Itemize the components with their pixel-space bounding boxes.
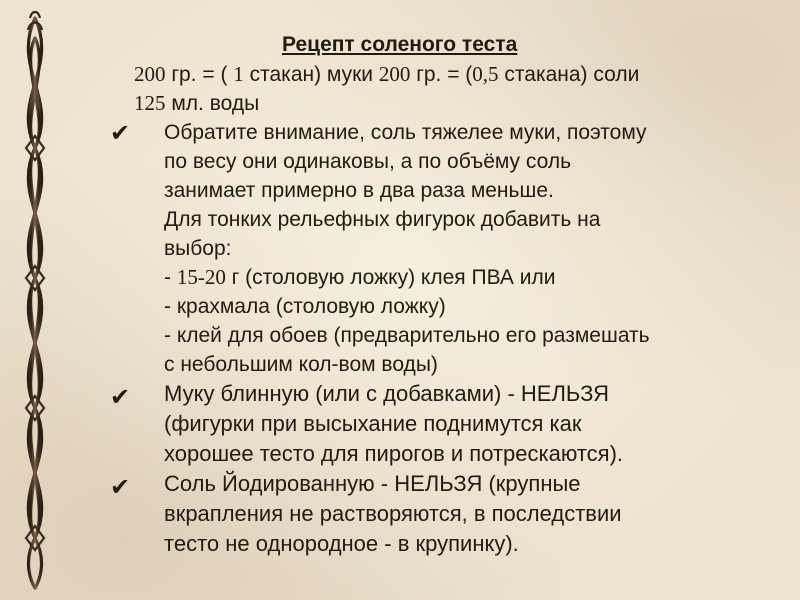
note-bullet-iodized-salt — [98, 469, 788, 559]
check-mark-icon: ✔ — [110, 383, 131, 411]
note-line: Обратите внимание, соль тяжелее муки, поэтому — [164, 121, 647, 144]
flour-cups-text: стакан) муки — [243, 63, 379, 86]
note-bullet-pancake-flour — [98, 379, 788, 469]
salt-weight-value: 200 — [378, 62, 411, 86]
pva-amount-value: 15-20 — [176, 265, 226, 289]
note-line: Соль Йодированную - НЕЛЬЗЯ (крупные — [164, 471, 581, 496]
ingredients-line-flour-salt — [134, 60, 788, 89]
note-line: тесто не однородное - в крупинку). — [164, 531, 519, 556]
note-line: по весу они одинаковы, а по объёму соль — [164, 150, 572, 173]
option-wallpaper-glue: - клей для обоев (предварительно его размешать — [164, 324, 650, 347]
note-line: хорошее тесто для пирогов и потрескаются). — [164, 441, 624, 466]
check-mark-icon: ✔ — [110, 473, 131, 501]
recipe-title: Рецепт соленого теста — [282, 33, 518, 56]
pva-amount-text: г (столовую ложку) клея ПВА или — [225, 266, 556, 289]
ingredients-block — [98, 60, 788, 118]
salt-cups-value: 0,5 — [472, 62, 499, 86]
note-line: Муку блинную (или с добавками) - НЕЛЬЗЯ — [164, 381, 610, 406]
note-line: Для тонких рельефных фигурок добавить на — [164, 208, 601, 231]
celtic-knot-border-ornament — [8, 8, 62, 592]
option-starch: - крахмала (столовую ложку) — [164, 295, 446, 318]
note-line: выбор: — [164, 237, 232, 260]
ingredients-line-water — [134, 89, 788, 118]
flour-cups-value: 1 — [233, 62, 244, 86]
salt-weight-text: гр. = ( — [410, 63, 473, 86]
note-bullet-salt-weight — [98, 118, 788, 379]
check-mark-icon: ✔ — [110, 119, 131, 147]
note-line: вкрапления не растворяются, в последствии — [164, 501, 622, 526]
note-line: (фигурки при высыхание поднимутся как — [164, 411, 582, 436]
note-line: занимает примерно в два раза меньше. — [164, 179, 554, 202]
option-dash: - — [164, 266, 177, 289]
flour-weight-text: гр. = ( — [165, 63, 234, 86]
recipe-slide-content — [98, 30, 788, 559]
salt-cups-text: стакана) соли — [498, 63, 640, 86]
water-volume-value: 125 — [134, 91, 166, 115]
flour-weight-value: 200 — [134, 62, 166, 86]
option-pva-glue — [164, 263, 788, 292]
option-wallpaper-glue-continued: с небольшим кол-вом воды) — [164, 353, 438, 376]
water-volume-text: мл. воды — [165, 92, 260, 115]
